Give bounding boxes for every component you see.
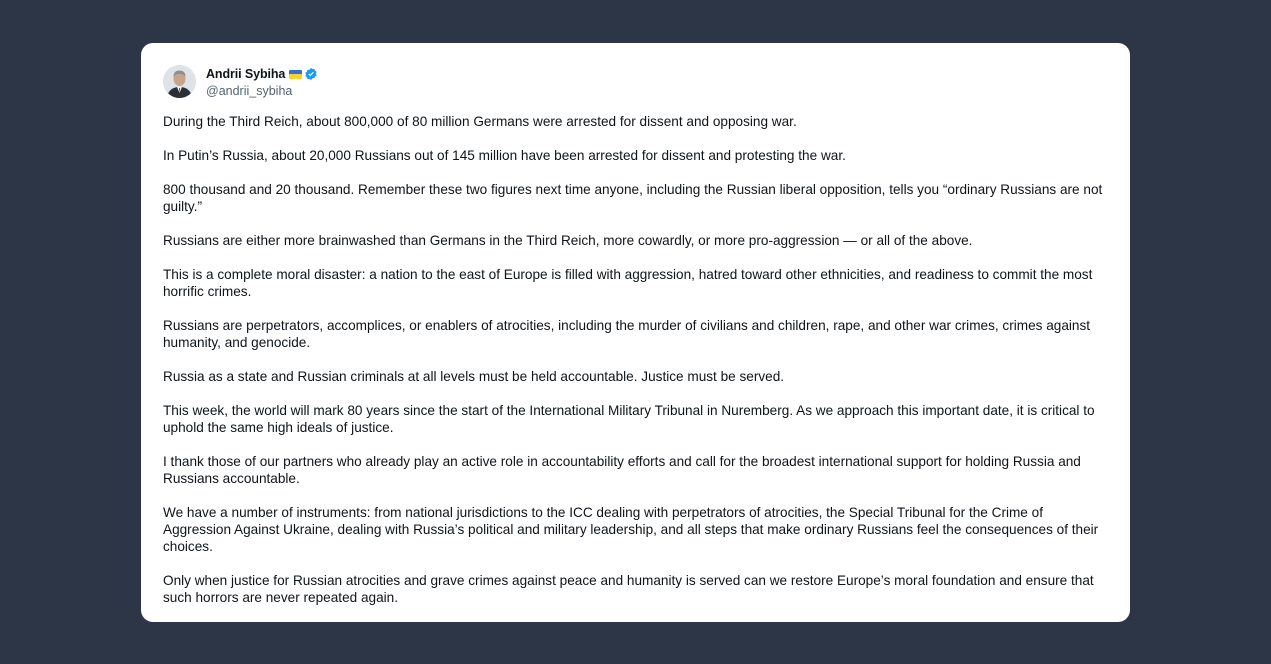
author-name[interactable]: Andrii Sybiha <box>206 67 286 81</box>
tweet-paragraph: In Putin’s Russia, about 20,000 Russians out of 145 million have been arrested for dissent and protesting the war. <box>163 148 846 163</box>
profile-photo-icon <box>163 65 196 98</box>
tweet-paragraph: During the Third Reich, about 800,000 of 80 million Germans were arrested for dissent and opposing war. <box>163 114 797 129</box>
tweet-header <box>163 65 1108 99</box>
tweet-text <box>163 113 1108 606</box>
tweet-paragraph: Russia as a state and Russian criminals at all levels must be held accountable. Justice must be served. <box>163 369 785 384</box>
ukraine-flag-icon <box>289 70 302 79</box>
author-name-row <box>206 66 318 82</box>
tweet-paragraph: This week, the world will mark 80 years since the start of the International Military Tribunal in Nuremberg. As we approach this important date, it is critical to uphold the same high ideals of justice. <box>163 403 1095 435</box>
verified-badge-icon <box>304 67 318 81</box>
tweet-card <box>141 43 1130 622</box>
tweet-paragraph: Russians are perpetrators, accomplices, or enablers of atrocities, including the murder of civilians and children, rape, and other war crimes, crimes against humanity, and genocide. <box>163 318 1091 350</box>
tweet-paragraph: 800 thousand and 20 thousand. Remember these two figures next time anyone, including the Russian liberal opposition, tells you “ordinary Russians are not guilty.” <box>163 182 1103 214</box>
tweet-paragraph: I thank those of our partners who already play an active role in accountability efforts and call for the broadest international support for holding Russia and Russians accountable. <box>163 454 1081 486</box>
author-info <box>206 65 318 98</box>
author-handle[interactable]: @andrii_sybiha <box>206 84 293 98</box>
tweet-paragraph: We have a number of instruments: from national jurisdictions to the ICC dealing with perpetrators of atrocities, the Special Tribunal for the Crime of Aggression Against Ukraine, dealing with Russia’s political and military leadership, and all steps that make ordinary Russians feel the consequences of their choices. <box>163 505 1099 554</box>
tweet-paragraph: Russians are either more brainwashed than Germans in the Third Reich, more cowardly, or more pro-aggression — or all of the above. <box>163 233 973 248</box>
tweet-paragraph: This is a complete moral disaster: a nation to the east of Europe is filled with aggression, hatred toward other ethnicities, and readiness to commit the most horrific crimes. <box>163 267 1093 299</box>
tweet-paragraph: Only when justice for Russian atrocities and grave crimes against peace and humanity is served can we restore Europe’s moral foundation and ensure that such horrors are never repeated again. <box>163 573 1094 605</box>
avatar[interactable] <box>163 65 196 98</box>
